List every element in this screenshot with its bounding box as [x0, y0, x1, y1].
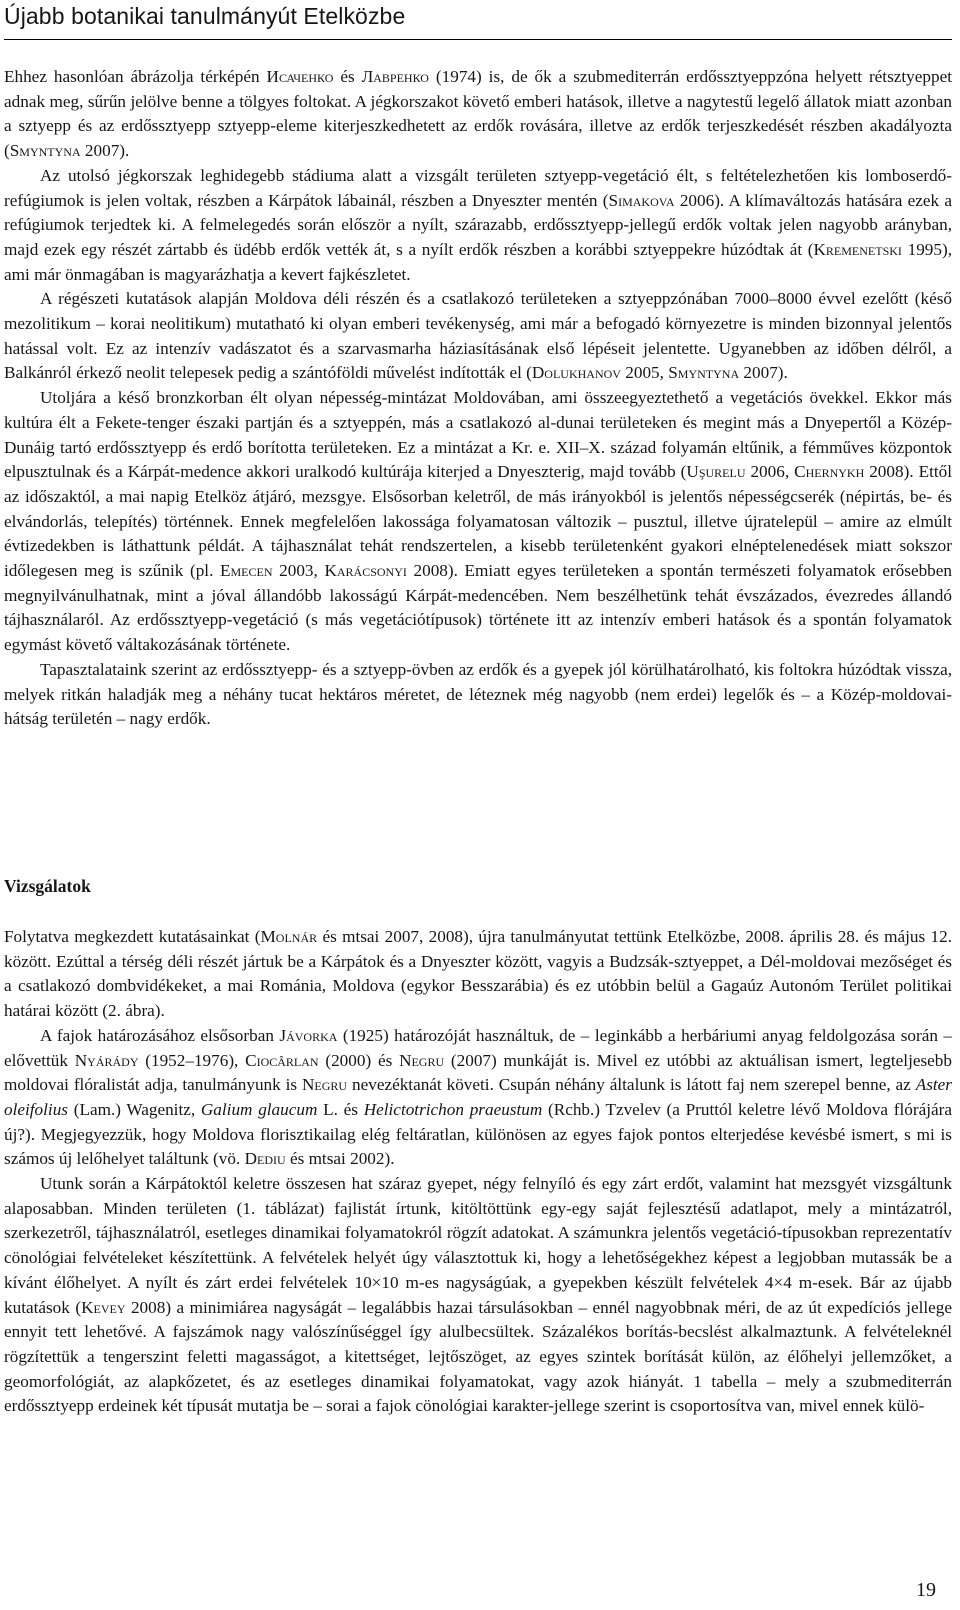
text-run: 2005,	[620, 363, 669, 383]
body-text-section-1	[4, 65, 952, 732]
author-citation: Dediu	[244, 1149, 286, 1169]
text-run: 2006). A klímaváltozás hatására ezek a refúgiumok terjedtek ki. A felmelegedés során először a nyílt, szárazabb, erdőssztyepp-jellegű erdők voltak jelen nagyobb arányban, majd ezek egy részét zártabb és üdébb erdők vették át, s a nyílt erdők részben a korábbi sztyeppekre húzódtak át (	[4, 190, 952, 259]
text-run: és	[333, 67, 362, 86]
text-run: Utoljára a késő bronzkorban élt olyan népesség-mintázat Moldovában, ami összeegyeztethető a vegetációs övekkel. Ekkor más kultúra élt a Fekete-tenger északi partján és a sztyeppén, más a csatlakozó al-dunai területeken és megint más a Dnyepertől a Közép-Dunáig tartó erdőssztyepp és erdő borította területeken. Ez a mintázat a Kr. e. XII–X. század folyamán eltűnik, a fémműves központok elpusztulnak és a Kárpát-medence akkori uralkodó kultúrája kiterjed a Dnyeszterig, majd tovább (	[4, 388, 952, 482]
author-citation: Karácsonyi	[324, 561, 407, 581]
text-run: 2003,	[272, 561, 325, 581]
paragraph	[4, 1024, 952, 1172]
species-name: Galium glaucum	[200, 1099, 318, 1119]
author-citation: Dolukhanov	[531, 363, 621, 383]
paragraph	[4, 658, 952, 732]
text-run: A fajok határozásához elsősorban	[40, 1025, 280, 1045]
text-run: 2007).	[80, 141, 130, 161]
page-number: 19	[916, 1579, 936, 1601]
text-run: (Rchb.) Tzvelev (a Pruttól keletre lévő Moldova flórájára új?). Megjegyezzük, hogy Moldova florisztikailag elég feltáratlan, különösen az egyes fajok pontos elterjedése kevésbé ismert, s mi is számos új lelőhelyet találtunk (vö.	[4, 1099, 952, 1169]
author-citation: Uşurelu	[686, 462, 746, 482]
text-run: (1925) határozóját használtuk, de – leginkább a herbáriumi anyag feldolgozása során – elővettük	[4, 1025, 952, 1070]
author-citation: Chernykh	[794, 462, 865, 482]
paragraph	[4, 925, 952, 1024]
author-citation: Simakova	[608, 190, 675, 210]
author-citation: Kremenetski	[813, 239, 902, 259]
text-run: Utunk során a Kárpátoktól keletre összesen hat száraz gyepet, négy felnyíló és egy zárt erdőt, valamint hat mezsgyét vizsgáltunk alaposabban. Minden területen (1. táblázat) fajlistát írtunk, kitöltöttünk egy-egy saját fejlesztésű adatlapot, mely a mintázatról, szerkezetről, tájhasználatról, esetleges dinamikai folyamatokról rögzít adatokat. A számunkra jelentős vegetáció-típusokban reprezentatív cönológiai felvételeket készítettünk. A felvételek helyét úgy választottuk ki, hogy a lehetőségekhez képest a legjobban mutassák be a kívánt élőhelyet. A nyílt és zárt erdei felvételek 10×10 m-es nagyságúak, a gyepekben készült felvételek 4×4 m-esek. Bár az újabb kutatások (	[4, 1174, 952, 1317]
paragraph	[4, 287, 952, 386]
header-rule	[4, 39, 952, 40]
paragraph	[4, 1172, 952, 1419]
running-header: Újabb botanikai tanulmányút Etelközbe	[4, 3, 406, 29]
author-citation: Kevey	[81, 1297, 126, 1317]
text-run: 2007).	[739, 363, 788, 383]
species-name: Aster oleifolius	[4, 1075, 952, 1119]
text-run: és mtsai 2002).	[285, 1149, 395, 1169]
author-citation: Molnár	[260, 927, 318, 946]
author-citation: Emecen	[220, 561, 273, 581]
text-run: (2000) és	[318, 1050, 400, 1070]
text-run: L. és	[317, 1099, 364, 1119]
author-citation: Negru	[399, 1050, 445, 1070]
text-run: Ehhez hasonlóan ábrázolja térképén	[4, 67, 267, 86]
text-run: 2006,	[745, 462, 795, 482]
text-run: Az utolsó jégkorszak leghidegebb stádiuma alatt a vizsgált területen sztyepp-vegetáció élt, s feltételezhetően kis lomboserdő-refúgiumok is jelen voltak, részben a Kárpátok lábainál, részben a Dnyeszter mentén (	[4, 165, 952, 210]
text-run: és mtsai 2007, 2008), újra tanulmányutat tettünk Etelközbe, 2008. április 28. és május 12. között. Ezúttal a térség déli részét jártuk be a Kárpátok és a Dnyeszter között, vagyis a Budzsák-sztyeppet, a Dél-moldovai mezőséget és a csatlakozó dombvidékeket, a mai Románia, Moldova (egykor Besszarábia) és ez utóbbin belül a Gagaúz Autonóm Terület politikai határai között (2. ábra).	[4, 927, 953, 1021]
text-run: nevezéktanát követi. Csupán néhány általunk is látott faj nem szerepel benne, az	[347, 1075, 916, 1095]
author-citation: Исаченко	[266, 67, 334, 86]
text-run: (1952–1976),	[138, 1050, 246, 1070]
author-citation: Ciocârlan	[245, 1050, 319, 1070]
text-run: Folytatva megkezdett kutatásainkat (	[4, 927, 261, 946]
paragraph	[4, 164, 952, 288]
text-run: 2008). Ettől az időszaktól, a mai napig Etelköz átjáró, mezsgye. Elsősorban keletről, de más irányokból is jelentős népességcserék (népirtás, be- és elvándorlás, telepítés) történnek. Ennek megfelelően lakossága folyamatosan változik – pusztul, illetve újratelepül – amire az elmúlt évtizedekben is láthattunk példát. A tájhasználat tehát rendszertelen, a kisebb területenként gyakori elnéptelenedések miatt sokszor időlegesen meg is szűnik (pl.	[4, 462, 952, 581]
author-citation: Smyntyna	[668, 363, 740, 383]
section-heading: Vizsgálatok	[4, 876, 91, 896]
text-run: (2007) munkáját is. Mivel ez utóbbi az aktuálisan ismert, legteljesebb moldovai flóralistát adja, tanulmányunk is	[4, 1050, 952, 1095]
author-citation: Jávorka	[279, 1025, 338, 1045]
text-run: 2008) a minimiárea nagyságát – legalábbis hazai társulásokban – ennél nagyobbnak méri, de az út expedíciós jellege ennyit tett lehetővé. A fajszámok nagy valószínűséggel így alulbecsültek. Százalékos borítás-becslést alkalmaztunk. A felvételeknél rögzítettük a tengerszint feletti magasságot, a kitettséget, lejtőszöget, az egyes szintek borítását külön, az élőhelyi jellemzőket, a geomorfológiát, az alapkőzetet, és az esetleges dinamikai folyamatokat, vagy azok hiányát. 1 tabella – mely a szubmediterrán erdőssztyepp erdeinek két típusát mutatja be – sorai a fajok cönológiai karakter-jellege szerint is csoportosítva van, mivel ennek külö-	[4, 1297, 952, 1416]
text-run: 2008). Emiatt egyes területeken a spontán természeti folyamatok erősebben megnyilvánulhatnak, mint a jóval állandóbb lakosságú Kárpát-medencében. Nem beszélhetünk tehát évszázados, évezredes állandó tájhasználaról. Az erdőssztyepp-vegetáció (s más vegetációtípusok) története itt az intenzív emberi hatások és a spontán folyamatok egymást követő váltakozásának története.	[4, 561, 952, 655]
paragraph	[4, 65, 952, 164]
author-citation: Negru	[302, 1075, 348, 1095]
author-citation: Smyntyna	[9, 141, 81, 161]
paragraph	[4, 386, 952, 658]
text-run: (Lam.) Wagenitz,	[67, 1099, 201, 1119]
body-text-section-2	[4, 925, 952, 1419]
author-citation: Лавренко	[361, 67, 429, 86]
text-run: 1995), ami már önmagában is magyarázhatja a kevert fajkészletet.	[4, 239, 952, 284]
text-run: A régészeti kutatások alapján Moldova déli részén és a csatlakozó területeken a sztyeppzónában 7000–8000 évvel ezelőtt (késő mezolitikum – korai neolitikum) mutatható ki olyan emberi tevékenység, ami már a befogadó környezetre is minden bizonnyal jelentős hatással volt. Ez az intenzív vadászatot és a szarvasmarha háziasításának első lépéseit jelentette. Ugyanebben az időben délről, a Balkánról érkező neolit telepesek pedig a szántóföldi művelést indították el (	[4, 289, 952, 383]
author-citation: Nyárády	[74, 1050, 139, 1070]
text-run: Tapasztalataink szerint az erdőssztyepp- és a sztyepp-övben az erdők és a gyepek jól körülhatárolható, kis foltokra húzódtak vissza, melyek ritkán haladják meg a néhány tucat hektáros méretet, de léteznek még nagyobb (nem erdei) legelők és – a Közép-moldovai-hátság területén – nagy erdők.	[4, 659, 952, 729]
text-run: (1974) is, de ők a szubmediterrán erdőssztyeppzóna helyett rétsztyeppet adnak meg, sűrűn jelölve benne a tölgyes foltokat. A jégkorszakot követő emberi hatások, illetve a nagytestű legelő állatok miatt azonban a sztyepp és az erdőssztyepp sztyepp-eleme kiterjeszkedhetett az erdők rovására, illetve az erdők terjeszkedését részben akadályozta (	[4, 67, 952, 161]
species-name: Helictotrichon praeustum	[363, 1099, 543, 1119]
